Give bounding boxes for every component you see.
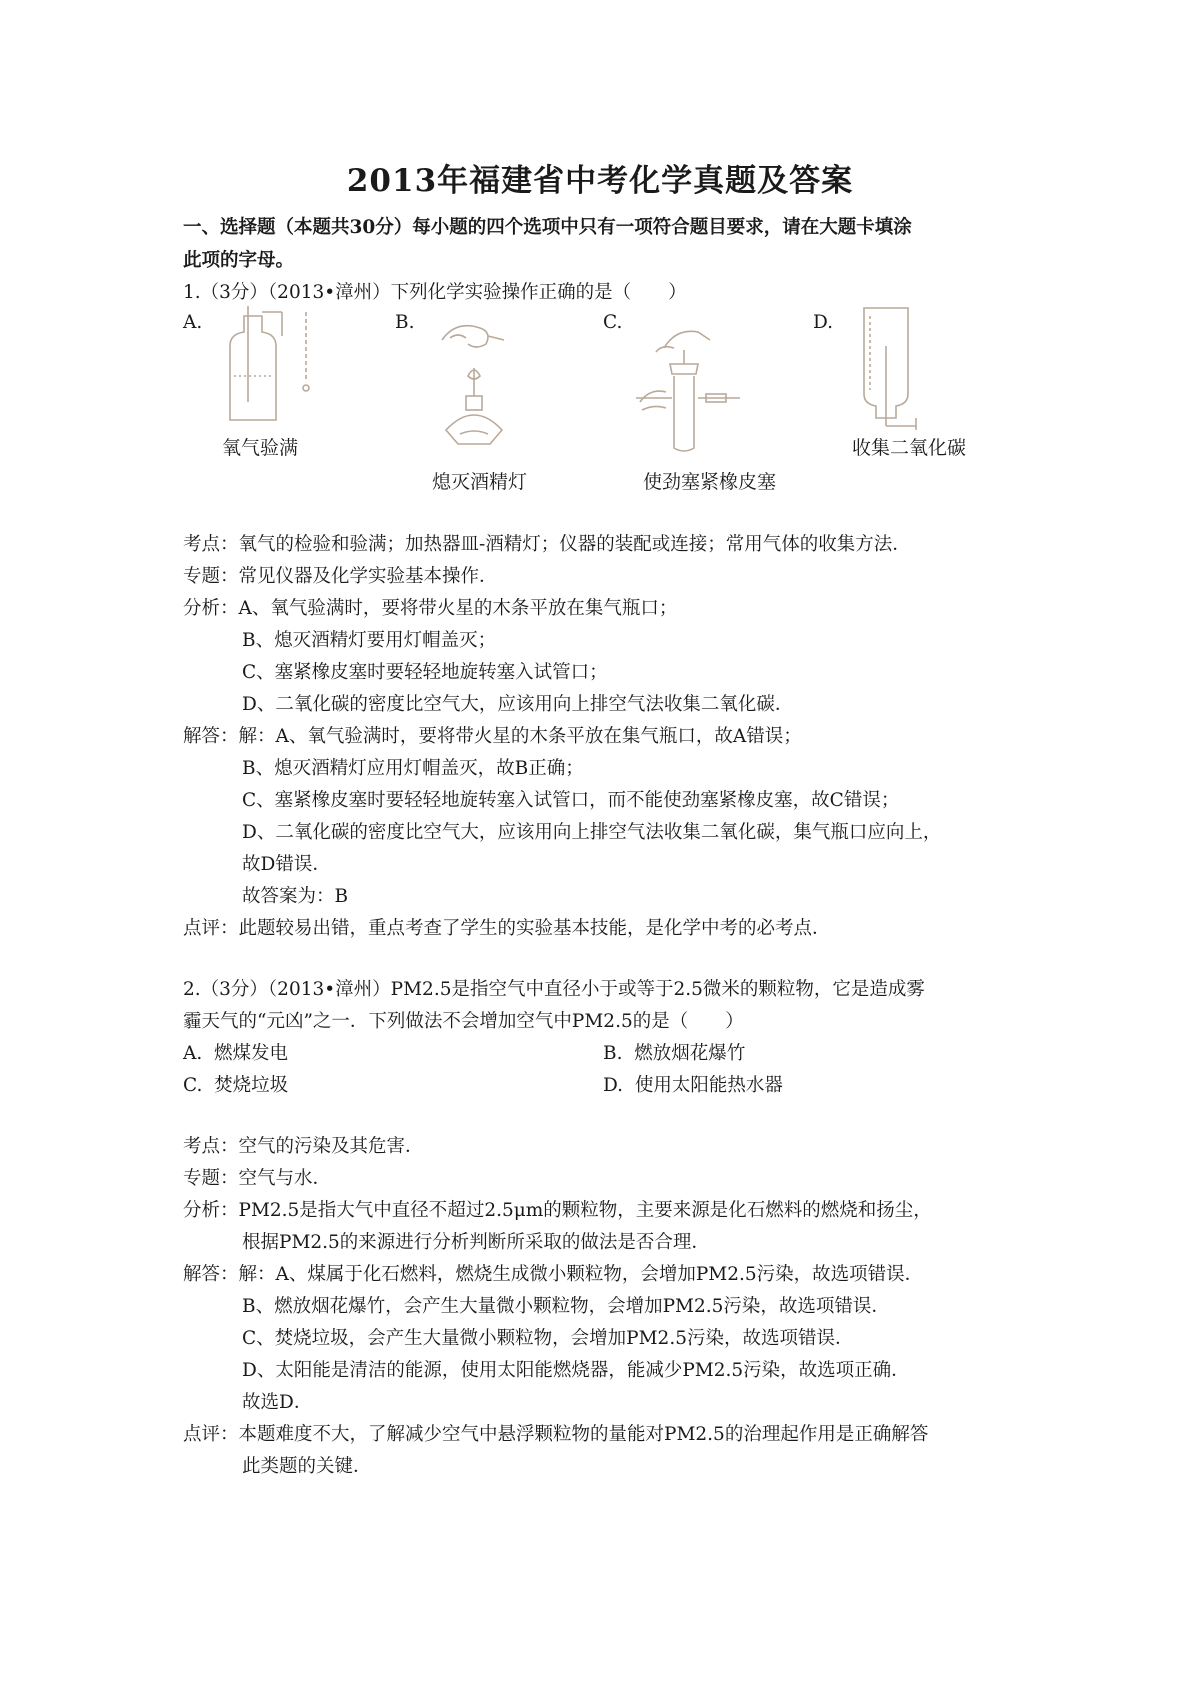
q1-option-c-letter: C. <box>603 312 623 333</box>
q2-jieda-line: C、焚烧垃圾，会产生大量微小颗粒物，会增加PM2.5污染，故选项错误． <box>242 1328 854 1349</box>
q2-option-b <box>603 1038 745 1070</box>
q1-zhuanti: 专题：常见仪器及化学实验基本操作． <box>183 566 498 587</box>
q1-option-a-caption: 氧气验满 <box>222 437 299 459</box>
q1-option-c-caption: 使劲塞紧橡皮塞 <box>643 471 777 493</box>
q1-kaodian: 考点：氧气的检验和验满；加热器皿-酒精灯；仪器的装配或连接；常用气体的收集方法． <box>183 534 911 555</box>
q1-option-d-letter: D. <box>813 312 834 333</box>
q2-jieda-line: D、太阳能是清洁的能源，使用太阳能燃烧器，能减少PM2.5污染，故选项正确． <box>242 1360 910 1381</box>
q1-jieda-line: B、熄灭酒精灯应用灯帽盖灭，故B正确； <box>242 758 584 779</box>
q2-jieda-line: B、燃放烟花爆竹，会产生大量微小颗粒物，会增加PM2.5污染，故选项错误． <box>242 1296 890 1317</box>
q1-dianping: 点评：此题较易出错，重点考查了学生的实验基本技能，是化学中考的必考点． <box>183 918 831 939</box>
q1-jieda-line: C、塞紧橡皮塞时要轻轻地旋转塞入试管口，而不能使劲塞紧橡皮塞，故C错误； <box>242 790 900 811</box>
q2-option-letter: D. <box>603 1075 624 1096</box>
q2-jieda-line: 解答：解：A、煤属于化石燃料，燃烧生成微小颗粒物，会增加PM2.5污染，故选项错误． <box>183 1264 924 1285</box>
q1-fenxi-line: C、塞紧橡皮塞时要轻轻地旋转塞入试管口； <box>242 662 608 683</box>
q2-option-d <box>603 1070 783 1102</box>
q1-option-b-caption: 熄灭酒精灯 <box>432 471 528 493</box>
q2-option-text: 燃放烟花爆竹 <box>634 1043 746 1064</box>
q1-option-a-letter: A. <box>183 312 203 333</box>
q2-option-letter: C. <box>183 1075 203 1096</box>
q1-option-d-caption: 收集二氧化碳 <box>852 437 967 459</box>
q1-fenxi-line: 分析：A、氧气验满时，要将带火星的木条平放在集气瓶口； <box>183 598 678 619</box>
q2-option-text: 燃煤发电 <box>214 1043 289 1064</box>
q2-option-a <box>183 1038 288 1070</box>
q2-dianping-line: 此类题的关键． <box>242 1456 372 1477</box>
q2-option-letter: A. <box>183 1043 203 1064</box>
q2-option-letter: B. <box>603 1043 623 1064</box>
q1-option-b-letter: B. <box>395 312 415 333</box>
test-tube-stopper-icon <box>636 318 746 454</box>
section-instruction-line-1: 一、选择题（本题共30分）每小题的四个选项中只有一项符合题目要求，请在大题卡填涂 <box>183 217 912 238</box>
q1-jieda-line: D、二氧化碳的密度比空气大，应该用向上排空气法收集二氧化碳，集气瓶口应向上， <box>242 822 942 843</box>
q2-dianping-line: 点评：本题难度不大，了解减少空气中悬浮颗粒物的量能对PM2.5的治理起作用是正确解答 <box>183 1424 929 1445</box>
q1-jieda-line: 解答：解：A、氧气验满时，要将带火星的木条平放在集气瓶口，故A错误； <box>183 726 802 747</box>
q1-fenxi-line: B、熄灭酒精灯要用灯帽盖灭； <box>242 630 497 651</box>
q1-fenxi-line: D、二氧化碳的密度比空气大，应该用向上排空气法收集二氧化碳． <box>242 694 794 715</box>
oxygen-bottle-test-icon <box>218 306 318 426</box>
q2-zhuanti: 专题：空气与水． <box>183 1168 332 1189</box>
q2-option-c <box>183 1070 288 1102</box>
inverted-gas-bottle-icon <box>850 306 930 432</box>
q2-answer: 故选D． <box>242 1392 313 1413</box>
q2-fenxi-line: 分析：PM2.5是指大气中直径不超过2.5μm的颗粒物，主要来源是化石燃料的燃烧和扬尘， <box>183 1200 932 1221</box>
section-instruction-line-2: 此项的字母。 <box>183 250 295 271</box>
blowing-alcohol-lamp-icon <box>428 316 528 456</box>
q1-stem: 1.（3分）（2013•漳州）下列化学实验操作正确的是（ ） <box>183 282 687 303</box>
q1-answer: 故答案为：B <box>242 886 349 907</box>
q2-kaodian: 考点：空气的污染及其危害． <box>183 1136 424 1157</box>
q1-jieda-line: 故D错误． <box>242 854 331 875</box>
q2-stem-line-2: 霾天气的“元凶”之一．下列做法不会增加空气中PM2.5的是（ ） <box>183 1011 744 1032</box>
q2-stem-line-1: 2.（3分）（2013•漳州）PM2.5是指空气中直径小于或等于2.5微米的颗粒物，它是造成雾 <box>183 979 925 1000</box>
q2-fenxi-line: 根据PM2.5的来源进行分析判断所采取的做法是否合理． <box>242 1232 710 1253</box>
q2-option-text: 焚烧垃圾 <box>214 1075 289 1096</box>
q2-option-text: 使用太阳能热水器 <box>634 1075 783 1096</box>
page-title: 2013年福建省中考化学真题及答案 <box>346 163 854 199</box>
